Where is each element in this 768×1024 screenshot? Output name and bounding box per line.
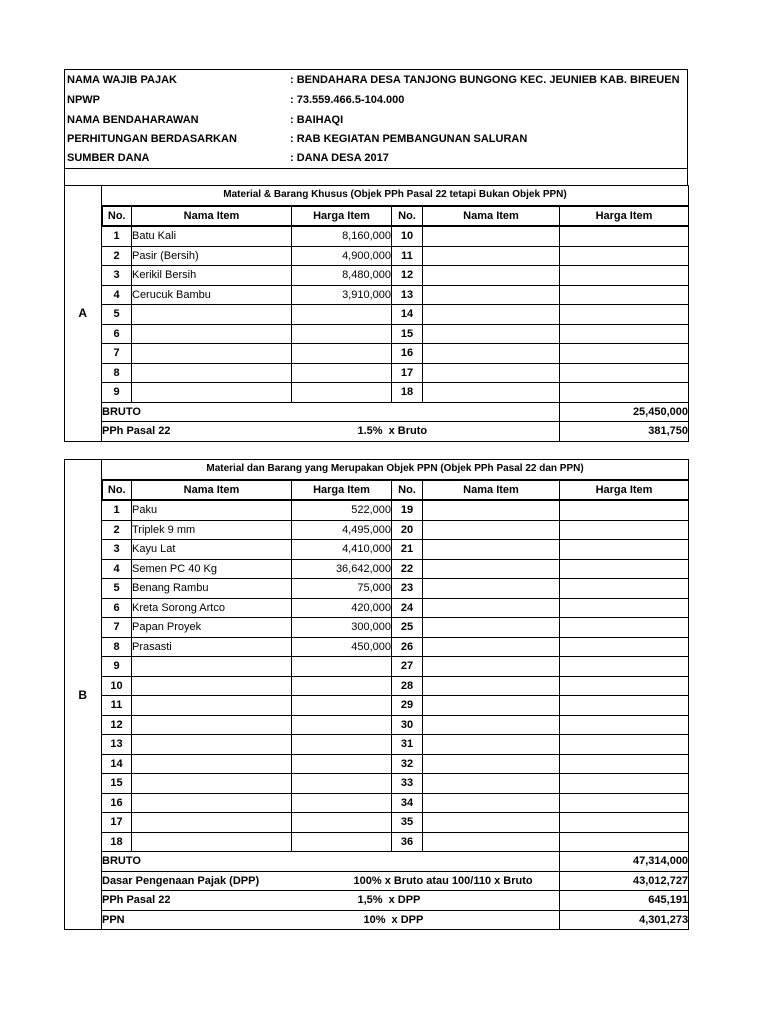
- item-price: [292, 813, 392, 833]
- item-row: [65, 579, 689, 599]
- item-row: [65, 559, 689, 579]
- item-price: 4,495,000: [292, 520, 392, 540]
- info-label: NPWP: [67, 94, 100, 106]
- item-name: Kayu Lat: [132, 540, 292, 560]
- ppn-row: [65, 910, 689, 930]
- item-price: [292, 793, 392, 813]
- item-row: [65, 676, 689, 696]
- item-name: [423, 579, 560, 599]
- col-price-header: Harga Item: [292, 206, 392, 227]
- item-no: 27: [392, 657, 423, 677]
- item-price: [560, 226, 689, 246]
- pph-value: 645,191: [560, 891, 689, 911]
- item-no: 19: [392, 500, 423, 520]
- dpp-formula: [353, 871, 560, 891]
- item-price: [560, 324, 689, 344]
- item-no: 12: [392, 266, 423, 286]
- item-price: [292, 363, 392, 383]
- item-name: [132, 793, 292, 813]
- item-row: [65, 305, 689, 325]
- pph-row: [65, 422, 689, 442]
- item-price: [560, 285, 689, 305]
- item-name: Pasir (Bersih): [132, 246, 292, 266]
- item-price: [560, 598, 689, 618]
- ppn-label: PPN: [102, 910, 292, 930]
- item-name: Cerucuk Bambu: [132, 285, 292, 305]
- item-name: [423, 285, 560, 305]
- bruto-row: [65, 402, 689, 422]
- item-no: 18: [392, 383, 423, 403]
- item-no: 2: [102, 520, 132, 540]
- item-price: [560, 618, 689, 638]
- pph-formula: x DPP: [388, 894, 421, 907]
- item-no: 22: [392, 559, 423, 579]
- item-no: 8: [102, 363, 132, 383]
- item-name: [423, 618, 560, 638]
- item-row: [65, 637, 689, 657]
- item-price: [560, 774, 689, 794]
- pph-formula-cell: [292, 891, 560, 911]
- item-no: 16: [102, 793, 132, 813]
- item-no: 14: [392, 305, 423, 325]
- item-name: [423, 754, 560, 774]
- item-name: [132, 383, 292, 403]
- item-name: [132, 735, 292, 755]
- item-price: [292, 715, 392, 735]
- item-no: 3: [102, 266, 132, 286]
- item-price: [292, 774, 392, 794]
- info-value: : DANA DESA 2017: [290, 152, 389, 164]
- item-price: [292, 735, 392, 755]
- item-row: [65, 832, 689, 852]
- item-name: [423, 324, 560, 344]
- info-value: : RAB KEGIATAN PEMBANGUNAN SALURAN: [290, 133, 528, 145]
- item-no: 25: [392, 618, 423, 638]
- item-no: 8: [102, 637, 132, 657]
- item-row: [65, 500, 689, 520]
- pph-label: PPh Pasal 22: [102, 891, 292, 911]
- item-name: [423, 696, 560, 716]
- item-name: [423, 832, 560, 852]
- item-no: 7: [102, 344, 132, 364]
- item-price: 4,900,000: [292, 246, 392, 266]
- item-name: [132, 715, 292, 735]
- item-name: [423, 500, 560, 520]
- ppn-value: 4,301,273: [560, 910, 689, 930]
- item-no: 2: [102, 246, 132, 266]
- bruto-label: BRUTO: [102, 852, 560, 872]
- item-no: 14: [102, 754, 132, 774]
- item-name: [132, 324, 292, 344]
- item-name: Kerikil Bersih: [132, 266, 292, 286]
- item-row: [65, 618, 689, 638]
- item-name: [423, 598, 560, 618]
- item-price: [560, 657, 689, 677]
- item-row: [65, 363, 689, 383]
- info-value: : BENDAHARA DESA TANJONG BUNGONG KEC. JEUNIEB KAB. BIREUEN: [290, 74, 680, 86]
- item-price: [292, 383, 392, 403]
- item-price: [292, 657, 392, 677]
- item-name: [423, 383, 560, 403]
- item-no: 30: [392, 715, 423, 735]
- item-name: [423, 344, 560, 364]
- item-row: [65, 246, 689, 266]
- item-no: 15: [102, 774, 132, 794]
- item-name: [423, 774, 560, 794]
- item-no: 26: [392, 637, 423, 657]
- item-name: Papan Proyek: [132, 618, 292, 638]
- item-name: Semen PC 40 Kg: [132, 559, 292, 579]
- item-price: [560, 344, 689, 364]
- info-label: PERHITUNGAN BERDASARKAN: [67, 133, 237, 145]
- item-no: 7: [102, 618, 132, 638]
- item-no: 18: [102, 832, 132, 852]
- item-price: [292, 324, 392, 344]
- header-divider: [65, 168, 687, 169]
- bruto-value: 25,450,000: [560, 402, 689, 422]
- item-no: 35: [392, 813, 423, 833]
- item-no: 10: [102, 676, 132, 696]
- item-no: 13: [102, 735, 132, 755]
- item-name: [423, 305, 560, 325]
- item-name: [423, 559, 560, 579]
- item-price: [560, 715, 689, 735]
- item-no: 1: [102, 226, 132, 246]
- item-name: [132, 696, 292, 716]
- item-price: [560, 754, 689, 774]
- item-name: [423, 637, 560, 657]
- col-price-header: Harga Item: [560, 480, 689, 501]
- info-value: : BAIHAQI: [290, 114, 344, 126]
- taxpayer-info-block: [64, 69, 688, 186]
- item-name: [423, 813, 560, 833]
- item-row: [65, 754, 689, 774]
- item-row: [65, 813, 689, 833]
- col-name-header: Nama Item: [423, 206, 560, 227]
- item-price: 420,000: [292, 598, 392, 618]
- item-name: Prasasti: [132, 637, 292, 657]
- col-price-header: Harga Item: [560, 206, 689, 227]
- column-header-row: [65, 480, 689, 501]
- item-price: [292, 676, 392, 696]
- item-name: [132, 832, 292, 852]
- item-name: [132, 344, 292, 364]
- item-no: 28: [392, 676, 423, 696]
- item-name: [423, 226, 560, 246]
- item-no: 36: [392, 832, 423, 852]
- item-name: [132, 676, 292, 696]
- item-price: [292, 344, 392, 364]
- item-price: [560, 520, 689, 540]
- item-price: [560, 832, 689, 852]
- item-no: 4: [102, 559, 132, 579]
- item-name: Triplek 9 mm: [132, 520, 292, 540]
- item-price: [560, 559, 689, 579]
- section-b-table: [64, 459, 689, 930]
- item-price: [560, 500, 689, 520]
- item-no: 11: [392, 246, 423, 266]
- section-a-title: Material & Barang Khusus (Objek PPh Pasal 22 tetapi Bukan Objek PPN): [102, 186, 689, 206]
- item-price: [292, 832, 392, 852]
- pph-label: PPh Pasal 22: [102, 422, 292, 442]
- item-no: 11: [102, 696, 132, 716]
- item-no: 9: [102, 383, 132, 403]
- item-price: [560, 793, 689, 813]
- item-no: 17: [392, 363, 423, 383]
- item-price: [560, 676, 689, 696]
- item-row: [65, 774, 689, 794]
- item-row: [65, 383, 689, 403]
- ppn-formula-cell: [292, 910, 560, 930]
- item-price: 8,160,000: [292, 226, 392, 246]
- bruto-label: BRUTO: [102, 402, 560, 422]
- item-price: [292, 696, 392, 716]
- item-name: [423, 266, 560, 286]
- item-price: [560, 266, 689, 286]
- column-header-row: [65, 206, 689, 227]
- item-price: [560, 540, 689, 560]
- item-no: 3: [102, 540, 132, 560]
- item-no: 5: [102, 579, 132, 599]
- col-name-header: Nama Item: [132, 206, 292, 227]
- col-price-header: Harga Item: [292, 480, 392, 501]
- item-no: 10: [392, 226, 423, 246]
- item-no: 32: [392, 754, 423, 774]
- col-name-header: Nama Item: [423, 480, 560, 501]
- item-price: 300,000: [292, 618, 392, 638]
- item-no: 23: [392, 579, 423, 599]
- item-price: [560, 696, 689, 716]
- item-price: 36,642,000: [292, 559, 392, 579]
- col-no-header: No.: [102, 206, 132, 227]
- item-price: [560, 637, 689, 657]
- section-a-table: [64, 185, 689, 442]
- item-name: [423, 676, 560, 696]
- col-no-header: No.: [102, 480, 132, 501]
- item-name: [423, 793, 560, 813]
- item-row: [65, 344, 689, 364]
- item-name: [132, 305, 292, 325]
- dpp-label: Dasar Pengenaan Pajak (DPP): [102, 871, 392, 891]
- item-no: 17: [102, 813, 132, 833]
- item-no: 16: [392, 344, 423, 364]
- pph-formula: x Bruto: [388, 425, 428, 438]
- item-no: 12: [102, 715, 132, 735]
- item-no: 24: [392, 598, 423, 618]
- item-name: Batu Kali: [132, 226, 292, 246]
- item-no: 15: [392, 324, 423, 344]
- bruto-row: [65, 852, 689, 872]
- item-price: 3,910,000: [292, 285, 392, 305]
- item-name: [423, 735, 560, 755]
- dpp-formula-text: 100% x Bruto atau 100/110 x Bruto: [353, 874, 533, 887]
- section-b-letter: B: [65, 460, 102, 930]
- item-name: Paku: [132, 500, 292, 520]
- item-no: 6: [102, 598, 132, 618]
- item-no: 4: [102, 285, 132, 305]
- item-price: 450,000: [292, 637, 392, 657]
- item-price: [560, 579, 689, 599]
- item-row: [65, 520, 689, 540]
- section-a-letter: A: [65, 186, 102, 442]
- pph-row: [65, 891, 689, 911]
- item-name: [132, 754, 292, 774]
- item-price: 75,000: [292, 579, 392, 599]
- item-price: [560, 246, 689, 266]
- item-no: 6: [102, 324, 132, 344]
- item-row: [65, 266, 689, 286]
- item-price: [560, 363, 689, 383]
- item-price: [560, 813, 689, 833]
- item-price: [560, 735, 689, 755]
- bruto-value: 47,314,000: [560, 852, 689, 872]
- item-no: 34: [392, 793, 423, 813]
- item-name: [423, 246, 560, 266]
- item-row: [65, 735, 689, 755]
- item-name: [132, 363, 292, 383]
- item-row: [65, 540, 689, 560]
- pph-formula-cell: [292, 422, 560, 442]
- item-name: Benang Rambu: [132, 579, 292, 599]
- item-row: [65, 696, 689, 716]
- item-price: 4,410,000: [292, 540, 392, 560]
- item-name: Kreta Sorong Artco: [132, 598, 292, 618]
- info-label: SUMBER DANA: [67, 152, 150, 164]
- item-row: [65, 285, 689, 305]
- item-name: [423, 363, 560, 383]
- item-name: [132, 813, 292, 833]
- dpp-row: [65, 871, 689, 891]
- item-no: 13: [392, 285, 423, 305]
- col-no-header: No.: [392, 206, 423, 227]
- item-no: 21: [392, 540, 423, 560]
- item-row: [65, 324, 689, 344]
- ppn-formula: x DPP: [391, 913, 424, 926]
- item-price: [560, 305, 689, 325]
- info-label: NAMA BENDAHARAWAN: [67, 114, 199, 126]
- item-row: [65, 226, 689, 246]
- item-no: 29: [392, 696, 423, 716]
- ppn-rate: 10%: [363, 913, 386, 926]
- item-row: [65, 598, 689, 618]
- item-no: 5: [102, 305, 132, 325]
- item-name: [423, 520, 560, 540]
- section-b-title: Material dan Barang yang Merupakan Objek PPN (Objek PPh Pasal 22 dan PPN): [102, 460, 689, 480]
- item-name: [423, 540, 560, 560]
- item-name: [423, 715, 560, 735]
- item-name: [132, 657, 292, 677]
- item-no: 9: [102, 657, 132, 677]
- item-name: [423, 657, 560, 677]
- item-name: [132, 774, 292, 794]
- item-price: 522,000: [292, 500, 392, 520]
- pph-rate: 1,5%: [357, 894, 383, 907]
- info-label: NAMA WAJIB PAJAK: [67, 74, 178, 86]
- pph-rate: 1.5%: [357, 425, 383, 438]
- item-row: [65, 715, 689, 735]
- col-no-header: No.: [392, 480, 423, 501]
- item-row: [65, 793, 689, 813]
- item-price: [292, 305, 392, 325]
- pph-value: 381,750: [560, 422, 689, 442]
- item-price: 8,480,000: [292, 266, 392, 286]
- item-price: [292, 754, 392, 774]
- item-no: 20: [392, 520, 423, 540]
- item-row: [65, 657, 689, 677]
- item-no: 1: [102, 500, 132, 520]
- item-no: 31: [392, 735, 423, 755]
- item-price: [560, 383, 689, 403]
- item-no: 33: [392, 774, 423, 794]
- col-name-header: Nama Item: [132, 480, 292, 501]
- dpp-value: 43,012,727: [560, 871, 689, 891]
- info-value: : 73.559.466.5-104.000: [290, 94, 405, 106]
